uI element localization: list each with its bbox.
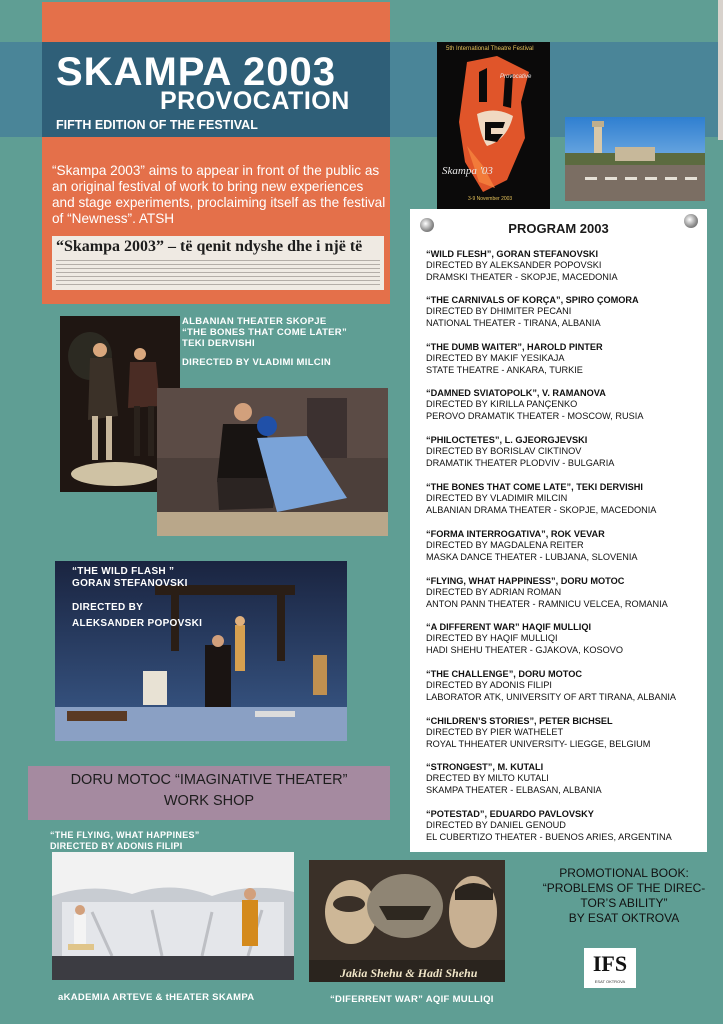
entry-director: DIRECTED BY KIRILLA PANÇENKO <box>426 399 578 410</box>
entry-title: “WILD FLESH”, GORAN STEFANOVSKI <box>426 249 599 259</box>
caption-line: ALBANIAN THEATER SKOPJE <box>182 316 327 327</box>
entry-director: DIRECTED BY ALEKSANDER POPOVSKI <box>426 260 602 271</box>
program-title: PROGRAM 2003 <box>508 221 609 236</box>
entry-director: DRECTED BY MILTO KUTALI <box>426 773 549 784</box>
entry-director: DIRECTED BY HAQIF MULLIQI <box>426 633 558 644</box>
entry-theater: LABORATOR ATK, UNIVERSITY OF ART TIRANA, ALBANIA <box>426 691 677 702</box>
city-square-image <box>565 117 705 201</box>
entry-theater: STATE THEATRE - ANKARA, TURKIE <box>426 364 583 375</box>
newspaper-clipping <box>52 236 384 290</box>
caption-line: “THE WILD FLASH ” <box>72 566 175 577</box>
different-war-photo-caption: Jakia Shehu & Hadi Shehu <box>340 966 478 980</box>
entry-theater: MASKA DANCE THEATER - LUBJANA, SLOVENIA <box>426 551 638 562</box>
entry-theater: SKAMPA THEATER - ELBASAN, ALBANIA <box>426 784 602 795</box>
entry-theater: HADI SHEHU THEATER - GJAKOVA, KOSOVO <box>426 644 624 655</box>
program-entry <box>426 249 704 283</box>
ifs-logo <box>584 948 636 988</box>
poster-sub-text: Provocative <box>500 74 532 80</box>
festival-subtitle: PROVOCATION <box>160 87 350 115</box>
entry-theater: ALBANIAN DRAMA THEATER - SKOPJE, MACEDONIA <box>426 504 657 515</box>
caption-line: DIRECTED BY <box>72 602 144 613</box>
caption-line: ALEKSANDER POPOVSKI <box>72 618 203 629</box>
caption-line: DIRECTED BY ADONIS FILIPI <box>50 841 183 851</box>
entry-title: “STRONGEST”, M. KUTALI <box>426 762 544 772</box>
academy-caption: aKADEMIA ARTEVE & tHEATER SKAMPA <box>58 992 255 1003</box>
workshop-title: DORU MOTOC “IMAGINATIVE THEATER” <box>70 772 348 788</box>
entry-director: DIRECTED BY MAKIF YESIKAJA <box>426 353 565 364</box>
entry-director: DIRECTED BY PIER WATHELET <box>426 727 564 738</box>
different-war-caption: “DIFERRENT WAR” AQIF MULLIQI <box>330 994 494 1005</box>
clipping-headline: “Skampa 2003” – të qenit ndyshe dhe i një të <box>56 238 363 255</box>
program-entry <box>426 716 704 750</box>
festival-description: “Skampa 2003” aims to appear in front of the public as an original festival of work to bring new experiences and stage experiments, proclaiming itself as the festival of “Newness”. ATSH <box>52 163 386 226</box>
entry-theater: NATIONAL THEATER - TIRANA, ALBANIA <box>426 317 601 328</box>
entry-title: “THE BONES THAT COME LATE”, TEKI DERVISHI <box>426 482 643 492</box>
logo-text: IFS <box>592 951 628 976</box>
poster-top-text: 5th International Theatre Festival <box>446 46 534 52</box>
program-entry <box>426 622 704 656</box>
poster-bottom-text: 3-9 November 2003 <box>468 196 513 202</box>
caption-line: TEKI DERVISHI <box>182 338 255 349</box>
entry-director: DIRECTED BY MAGDALENA REITER <box>426 540 584 551</box>
clipping-text-lines <box>56 260 380 288</box>
promo-line: TOR’S ABILITY” <box>580 896 668 910</box>
promotional-book <box>538 866 710 926</box>
logo-subtext: ESAT OKTROVA <box>594 979 626 984</box>
entry-title: “FORMA INTERROGATIVA”, ROK VEVAR <box>426 529 605 539</box>
caption-line: “THE BONES THAT COME LATER” <box>182 327 348 338</box>
entry-director: DIRECTED BY VLADIMIR MILCIN <box>426 493 568 504</box>
flying-caption <box>50 830 310 852</box>
program-entry <box>426 435 704 469</box>
entry-theater: EL CUBERTIZO THEATER - BUENOS ARIES, ARGENTINA <box>426 831 672 842</box>
bones-caption <box>182 316 388 368</box>
program-entry <box>426 342 704 376</box>
different-war-image <box>309 860 505 982</box>
program-entry <box>426 482 704 516</box>
program-entry <box>426 762 704 796</box>
different-war-photo <box>309 860 505 982</box>
workshop-subtitle: WORK SHOP <box>163 793 255 809</box>
flying-photo <box>52 852 294 980</box>
entry-director: DIRECTED BY ADONIS FILIPI <box>426 680 552 691</box>
promo-line: BY ESAT OKTROVA <box>568 911 680 925</box>
program-entry <box>426 529 704 563</box>
entry-title: “PHILOCTETES”, L. GJEORGJEVSKI <box>426 435 588 445</box>
promo-line: “PROBLEMS OF THE DIREC- <box>542 881 706 895</box>
entry-director: DIRECTED BY BORISLAV CIKTINOV <box>426 446 582 457</box>
poster-mask-icon <box>437 42 550 210</box>
entry-director: DIRECTED BY ADRIAN ROMAN <box>426 587 562 598</box>
bones-photo-2 <box>157 388 388 536</box>
entry-director: DIRECTED BY DANIEL GENOUD <box>426 820 566 831</box>
entry-title: “DAMNED SVIATOPOLK”, V. RAMANOVA <box>426 388 606 398</box>
entry-title: “THE DUMB WAITER”, HAROLD PINTER <box>426 342 603 352</box>
entry-title: “CHILDREN’S STORIES”, PETER BICHSEL <box>426 716 613 726</box>
entry-title: “A DIFFERENT WAR” HAQIF MULLIQI <box>426 622 592 632</box>
promo-line: PROMOTIONAL BOOK: <box>559 866 689 880</box>
festival-poster <box>437 42 550 210</box>
program-entry <box>426 295 704 329</box>
caption-line: DIRECTED BY VLADIMI MILCIN <box>182 357 332 368</box>
city-photo <box>565 117 705 201</box>
entry-director: DIRECTED BY DHIMITER PECANI <box>426 306 572 317</box>
stage-scene-image <box>157 388 388 536</box>
poster-name: Skampa '03 <box>442 165 493 177</box>
program-entry <box>426 576 704 610</box>
right-edge-strip <box>718 0 723 140</box>
caption-line: “THE FLYING, WHAT HAPPINES” <box>50 830 200 840</box>
edition-label: FIFTH EDITION OF THE FESTIVAL <box>56 118 258 132</box>
workshop-banner <box>28 766 390 820</box>
caption-line: GORAN STEFANOVSKI <box>72 578 188 589</box>
entry-title: “POTESTAD”, EDUARDO PAVLOVSKY <box>426 809 594 819</box>
program-entry <box>426 809 704 843</box>
flying-stage-image <box>52 852 294 980</box>
entry-title: “FLYING, WHAT HAPPINESS”, DORU MOTOC <box>426 576 625 586</box>
festival-title: SKAMPA 2003 <box>56 50 336 94</box>
entry-title: “THE CHALLENGE”, DORU MOTOC <box>426 669 583 679</box>
entry-theater: DRAMSKI THEATER - SKOPJE, MACEDONIA <box>426 271 618 282</box>
entry-theater: ROYAL THHEATER UNIVERSITY- LIEGGE, BELGIUM <box>426 738 651 749</box>
wild-flash-caption <box>72 566 312 630</box>
program-entry <box>426 669 704 703</box>
entry-theater: PEROVO DRAMATIK THEATER - MOSCOW, RUSIA <box>426 410 644 421</box>
entry-title: “THE CARNIVALS OF KORÇA”, SPIRO ÇOMORA <box>426 295 639 305</box>
program-entry <box>426 388 704 422</box>
entry-theater: DRAMATIK THEATER PLODVIV - BULGARIA <box>426 457 615 468</box>
entry-theater: ANTON PANN THEATER - RAMNICU VELCEA, ROMANIA <box>426 598 668 609</box>
